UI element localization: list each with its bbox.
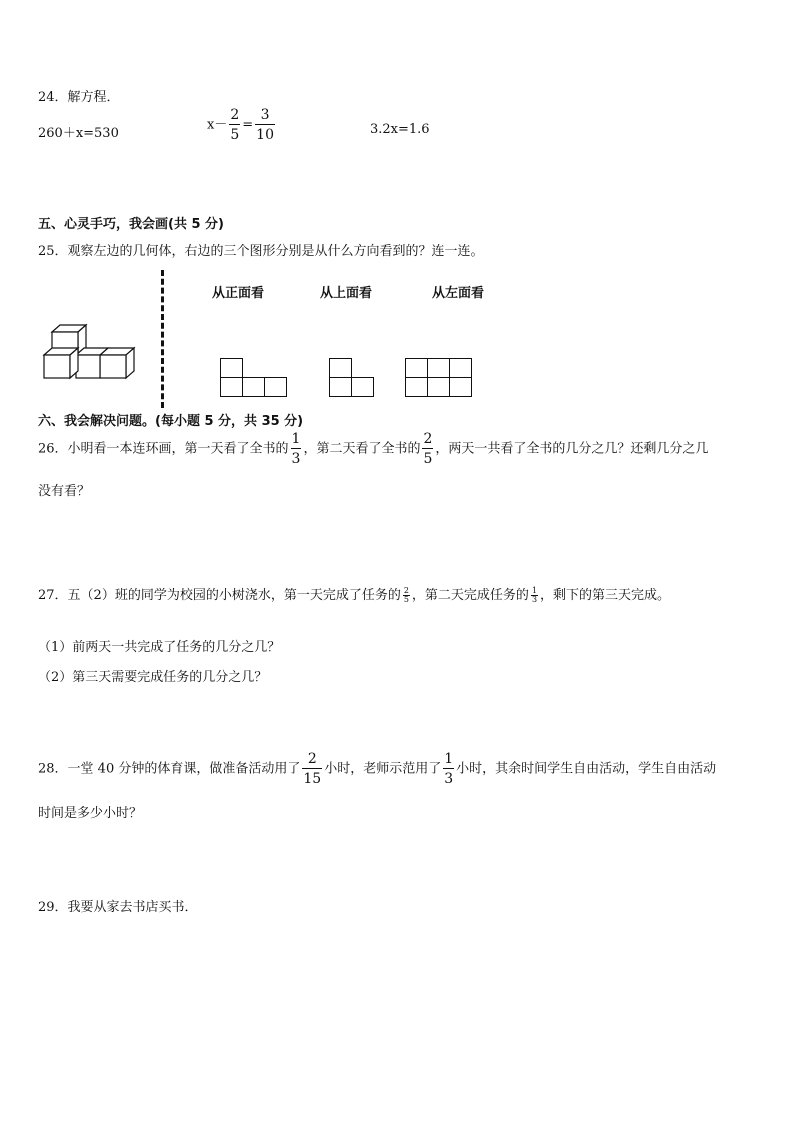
q28-line-2: 时间是多少小时？ — [38, 806, 143, 821]
fraction: $\frac{2}{15}$ — [303, 751, 322, 787]
q24-label: 24．解方程． — [38, 90, 120, 105]
q26-line-2: 没有看？ — [38, 484, 91, 499]
q25-label: 25．观察左边的几何体，右边的三个图形分别是从什么方向看到的？连一连。 — [38, 244, 484, 259]
q26-text-b: ，第二天看了全书的 — [303, 441, 421, 457]
section-6-title: 六、我会解决问题。(每小题 5 分，共 35 分) — [38, 414, 304, 429]
equation-3: 3.2x=1.6 — [370, 122, 430, 137]
q27-text-c: ，剩下的第三天完成。 — [540, 588, 671, 603]
q29-label: 29．我要从家去书店买书． — [38, 900, 198, 915]
q27-line-1 — [38, 584, 670, 604]
fraction: $\frac{1}{3}$ — [444, 751, 454, 787]
q27-text-b: ，第二天完成任务的 — [411, 588, 529, 603]
left-view-grid — [405, 358, 477, 398]
equals-sign: = — [242, 117, 254, 133]
q26-text-c: ，两天一共看了全书的几分之几？还剩几分之几 — [435, 441, 709, 457]
fraction: $\frac{3}{10}$ — [256, 107, 274, 143]
q27-text-a: 27．五（2）班的同学为校园的小树浇水，第一天完成了任务的 — [38, 588, 401, 603]
q28-line-1 — [38, 752, 716, 786]
section-5-title: 五、心灵手巧，我会画(共 5 分) — [38, 217, 224, 232]
cube-solid-figure — [36, 322, 146, 384]
fraction: $\frac{2}{5}$ — [403, 586, 409, 604]
view-label-left: 从左面看 — [432, 286, 485, 301]
q26-line-1 — [38, 432, 708, 466]
equation-2 — [207, 108, 277, 142]
view-label-front: 从正面看 — [212, 286, 265, 301]
q27-sub-2: （2）第三天需要完成任务的几分之几？ — [38, 670, 268, 685]
q28-text-c: 小时，其余时间学生自由活动，学生自由活动 — [456, 761, 717, 777]
fraction: $\frac{1}{3}$ — [291, 431, 301, 467]
q26-text-a: 26．小明看一本连环画，第一天看了全书的 — [38, 441, 289, 457]
q28-text-b: 小时，老师示范用了 — [324, 761, 442, 777]
top-view-grid — [329, 358, 379, 398]
view-label-top: 从上面看 — [320, 286, 373, 301]
fraction: $\frac{2}{5}$ — [423, 431, 433, 467]
equation-1: 260＋x=530 — [38, 126, 119, 141]
front-view-grid — [220, 358, 290, 398]
fraction: $\frac{1}{3}$ — [531, 586, 538, 604]
q27-sub-1: （1）前两天一共完成了任务的几分之几？ — [38, 640, 281, 655]
equation-2-lhs: x－ — [207, 117, 228, 133]
dashed-divider — [161, 270, 164, 408]
fraction: $\frac{2}{5}$ — [230, 107, 240, 143]
q28-text-a: 28．一堂 40 分钟的体育课，做准备活动用了 — [38, 761, 301, 777]
